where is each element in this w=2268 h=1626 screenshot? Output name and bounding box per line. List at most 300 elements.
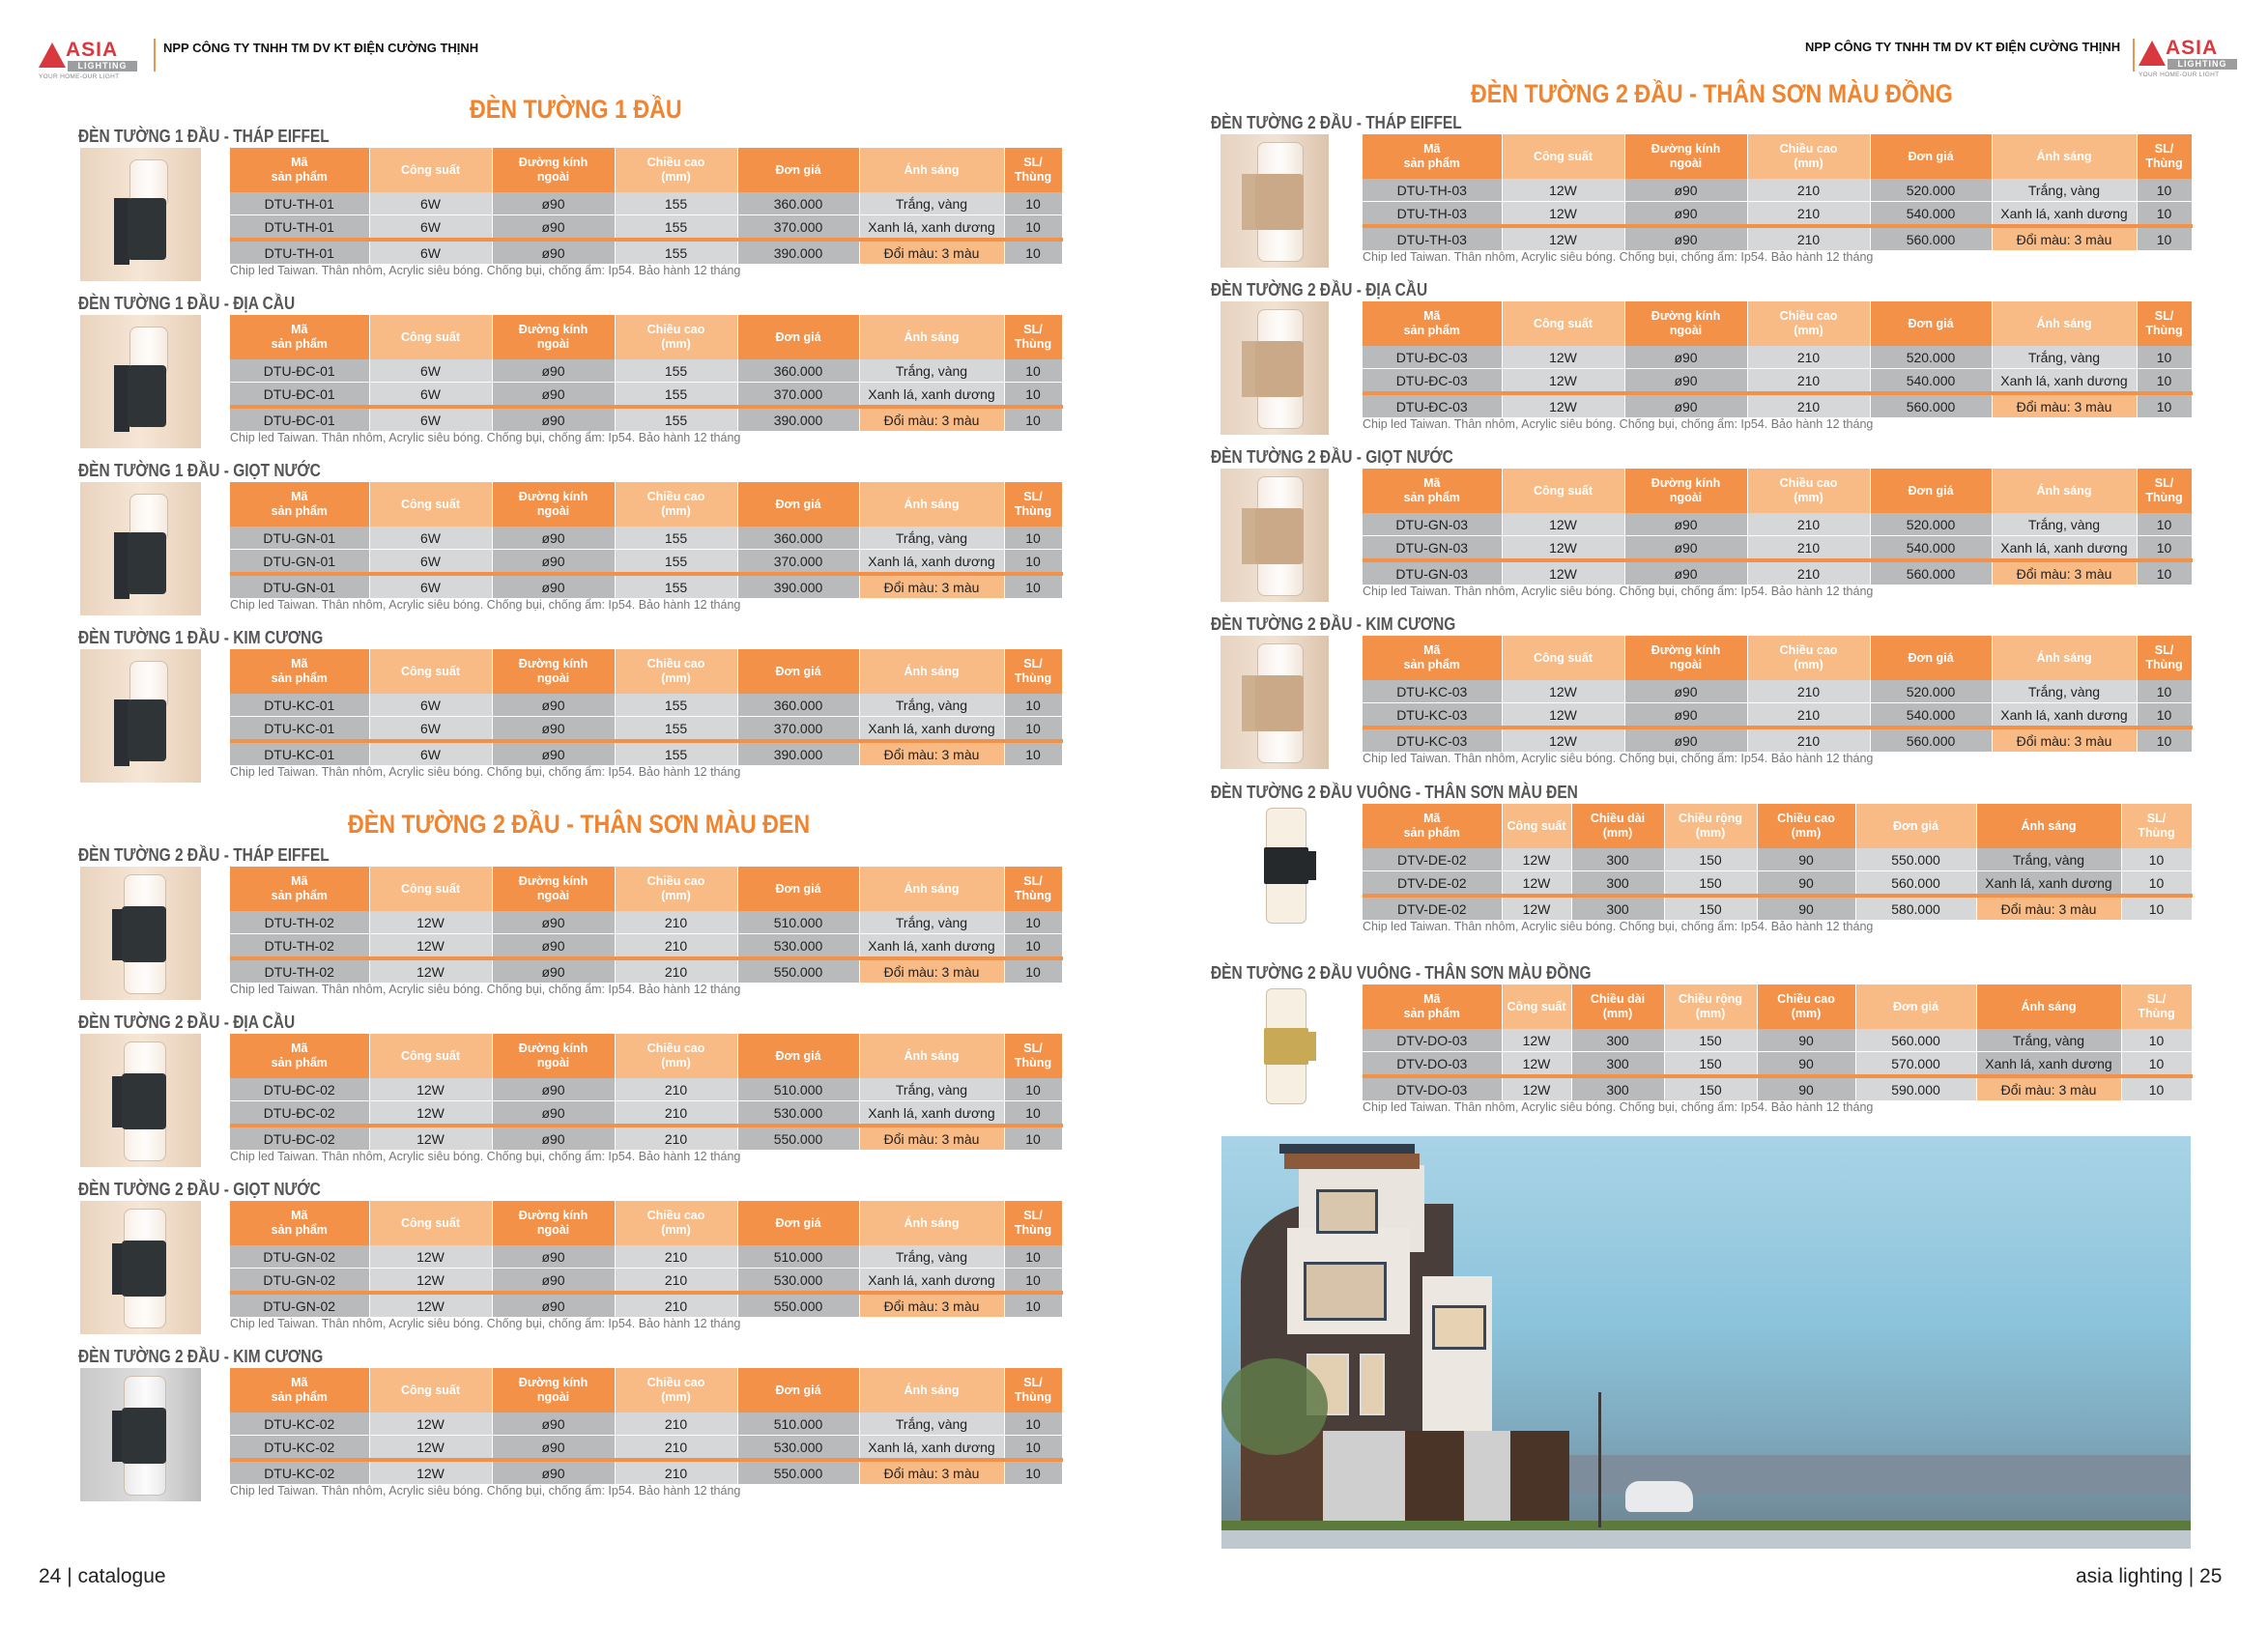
column-header-text: (mm) (1695, 826, 1726, 840)
table-cell: 10 (2121, 871, 2192, 897)
lamp-body-icon (1264, 1028, 1308, 1065)
column-header-text: Chiều cao (1777, 992, 1835, 1006)
column-header-text: ngoài (536, 889, 570, 902)
column-header (737, 1368, 859, 1412)
column-header-text: ngoài (1669, 658, 1703, 671)
photo-window (1304, 1262, 1387, 1321)
section-title: ĐÈN TƯỜNG 2 ĐẦU VUÔNG - THÂN SƠN MÀU ĐỒNG (1211, 963, 1592, 983)
lamp-body-icon (122, 906, 166, 962)
section-title: ĐÈN TƯỜNG 2 ĐẦU - ĐỊA CẦU (1211, 280, 1428, 300)
table-cell: DTV-DE-02 (1363, 848, 1502, 871)
column-header (1757, 804, 1855, 848)
column-header-text: sản phẩm (1403, 826, 1460, 840)
column-header-text: Chiều rộng (1679, 992, 1742, 1006)
table-cell: 300 (1571, 871, 1664, 897)
table-cell: 390.000 (737, 407, 859, 432)
table-cell: DTV-DO-03 (1363, 1052, 1502, 1077)
table-cell: 530.000 (737, 1436, 859, 1461)
table-cell: 570.000 (1855, 1052, 1976, 1077)
product-image (80, 1368, 201, 1501)
table-cell: 10 (2137, 560, 2192, 585)
table-cell: 300 (1571, 1029, 1664, 1052)
column-header-text: Đường kính (518, 657, 589, 670)
column-header-text: Đơn giá (775, 329, 821, 344)
table-header-row (1363, 804, 2192, 848)
table-cell: 10 (1004, 934, 1062, 959)
column-header (492, 1201, 615, 1245)
column-header-text: SL/ (1023, 323, 1043, 336)
column-header (1624, 301, 1747, 346)
column-header (230, 148, 369, 192)
column-header (1976, 984, 2121, 1029)
photo-roof (1279, 1144, 1415, 1154)
table-cell: 155 (615, 741, 737, 766)
table-cell: ø90 (492, 958, 615, 984)
table-cell: 210 (1747, 536, 1870, 561)
column-header-text: sản phẩm (1403, 658, 1460, 671)
product-table (230, 315, 1063, 432)
column-header-text: Thùng (2138, 826, 2175, 840)
table-cell: Trắng, vàng (859, 1078, 1004, 1101)
table-cell: 210 (615, 1101, 737, 1127)
column-header (615, 315, 737, 359)
table-cell: DTU-ĐC-02 (230, 1126, 369, 1151)
table-cell: 6W (369, 215, 492, 241)
column-header-text: ngoài (536, 337, 570, 351)
column-header-text: Thùng (2145, 658, 2183, 671)
column-header-text: (mm) (661, 337, 691, 351)
section-title: ĐÈN TƯỜNG 1 ĐẦU - ĐỊA CẦU (78, 294, 296, 313)
table-cell: 10 (1004, 383, 1062, 408)
column-header (492, 649, 615, 694)
table-cell: 155 (615, 192, 737, 215)
column-header-text: sản phẩm (271, 504, 328, 518)
table-cell: 10 (1004, 1293, 1062, 1318)
table-cell: 6W (369, 359, 492, 383)
table-cell: Xanh lá, xanh dương (1976, 1052, 2121, 1077)
table-row (230, 240, 1062, 265)
photo-window (1316, 1189, 1378, 1234)
table-cell: 12W (1502, 1076, 1571, 1101)
table-cell: Trắng, vàng (1976, 848, 2121, 871)
table-cell: 155 (615, 527, 737, 550)
table-cell: 155 (615, 550, 737, 575)
table-header-row (1363, 636, 2192, 680)
column-header (615, 867, 737, 911)
table-cell: 210 (1747, 703, 1870, 728)
table-row (1363, 680, 2192, 703)
column-header-text: (mm) (661, 1390, 691, 1404)
table-header-row (1363, 469, 2192, 513)
table-row (230, 1460, 1062, 1485)
table-cell: 12W (1502, 513, 1624, 536)
photo-car (1625, 1481, 1693, 1512)
column-header-text: sản phẩm (271, 337, 328, 351)
column-header (230, 1368, 369, 1412)
column-header (1004, 1368, 1062, 1412)
column-header-text: SL/ (1023, 874, 1043, 888)
column-header (737, 315, 859, 359)
table-cell: 6W (369, 550, 492, 575)
table-cell: 12W (1502, 1029, 1571, 1052)
table-cell: 6W (369, 240, 492, 265)
product-image (80, 867, 201, 1000)
column-header-text: (mm) (1602, 826, 1633, 840)
column-header (859, 649, 1004, 694)
product-image (1247, 984, 1324, 1108)
column-header-text: Thùng (1014, 337, 1052, 351)
table-cell: 210 (1747, 513, 1870, 536)
table-cell: ø90 (492, 741, 615, 766)
table-cell: 530.000 (737, 1269, 859, 1294)
product-image (1220, 134, 1329, 268)
column-header-text: (mm) (1794, 157, 1823, 170)
column-header-text: Ánh sáng (904, 1048, 960, 1063)
column-header (2121, 804, 2192, 848)
column-header (1870, 134, 1992, 179)
table-cell: DTU-GN-02 (230, 1245, 369, 1269)
table-row (230, 1078, 1062, 1101)
table-cell: DTU-KC-03 (1363, 680, 1502, 703)
column-header-text: Đơn giá (775, 497, 821, 511)
table-cell: 12W (1502, 848, 1571, 871)
column-header (1747, 469, 1870, 513)
table-cell: DTU-TH-02 (230, 911, 369, 934)
table-cell: 10 (1004, 240, 1062, 265)
table-cell: 90 (1757, 1076, 1855, 1101)
table-cell: 155 (615, 407, 737, 432)
table-cell: 10 (1004, 694, 1062, 717)
table-cell: 10 (1004, 1245, 1062, 1269)
column-header-text: Mã (291, 323, 308, 336)
table-header-row (230, 315, 1062, 359)
table-cell: Xanh lá, xanh dương (1992, 536, 2137, 561)
table-cell: DTV-DO-03 (1363, 1029, 1502, 1052)
column-header-text: Chiều dài (1590, 812, 1646, 825)
house-photo (1221, 1136, 2191, 1549)
table-cell: 10 (2121, 1076, 2192, 1101)
table-cell: ø90 (492, 1436, 615, 1461)
photo-building-right (1422, 1276, 1492, 1431)
column-header-text: SL/ (1023, 490, 1043, 503)
group-title: ĐÈN TƯỜNG 1 ĐẦU (470, 95, 682, 124)
table-row (1363, 179, 2192, 202)
table-cell: 550.000 (737, 1293, 859, 1318)
column-header-text: Ánh sáng (904, 329, 960, 344)
product-table (230, 1034, 1063, 1151)
column-header (1004, 148, 1062, 192)
column-header (2137, 469, 2192, 513)
table-cell: 510.000 (737, 1245, 859, 1269)
column-header-text: Mã (1423, 142, 1441, 156)
photo-lawn (1221, 1521, 2191, 1530)
table-cell: 6W (369, 574, 492, 599)
table-cell: 210 (615, 1412, 737, 1436)
product-table (1363, 636, 2193, 753)
table-cell: ø90 (1624, 536, 1747, 561)
product-image (1220, 301, 1329, 435)
column-header-text: Ánh sáng (2036, 149, 2092, 163)
table-cell: 12W (369, 1460, 492, 1485)
table-row (230, 1126, 1062, 1151)
table-cell: 370.000 (737, 717, 859, 742)
column-header-text: Đơn giá (1892, 818, 1939, 833)
column-header-text: Công suất (400, 497, 461, 511)
column-header-text: (mm) (1794, 658, 1823, 671)
group-title: ĐÈN TƯỜNG 2 ĐẦU - THÂN SƠN MÀU ĐEN (348, 810, 811, 839)
table-cell: 210 (615, 911, 737, 934)
column-header-text: Ánh sáng (2036, 316, 2092, 330)
column-header (1502, 134, 1624, 179)
table-cell: DTU-KC-02 (230, 1436, 369, 1461)
table-cell: DTU-TH-01 (230, 192, 369, 215)
table-cell: ø90 (492, 215, 615, 241)
product-table (1363, 469, 2193, 585)
column-header-text: Công suất (400, 1048, 461, 1063)
table-cell: 10 (1004, 407, 1062, 432)
table-cell: 150 (1664, 1052, 1757, 1077)
table-cell: 12W (369, 1412, 492, 1436)
table-row (230, 407, 1062, 432)
table-cell: Trắng, vàng (859, 192, 1004, 215)
column-header-text: Chiều cao (646, 1041, 705, 1055)
table-cell: ø90 (492, 1126, 615, 1151)
product-image (80, 315, 201, 448)
column-header-text: Đơn giá (775, 1215, 821, 1230)
table-cell: 210 (615, 934, 737, 959)
table-cell: Xanh lá, xanh dương (1992, 202, 2137, 227)
table-cell: 300 (1571, 848, 1664, 871)
table-cell: Đổi màu: 3 màu (859, 1126, 1004, 1151)
product-note: Chip led Taiwan. Thân nhôm, Acrylic siêu bóng. Chống bụi, chống ẩm: Ip54. Bảo hành 12 tháng (230, 1317, 741, 1330)
column-header (1004, 867, 1062, 911)
column-header (369, 315, 492, 359)
column-header (369, 649, 492, 694)
table-cell: Xanh lá, xanh dương (859, 1101, 1004, 1127)
table-cell: Xanh lá, xanh dương (859, 383, 1004, 408)
table-cell: 530.000 (737, 1101, 859, 1127)
lamp-body-icon (128, 532, 166, 593)
table-cell: 370.000 (737, 550, 859, 575)
table-cell: Đổi màu: 3 màu (1976, 896, 2121, 921)
table-cell: Trắng, vàng (859, 911, 1004, 934)
column-header-text: Mã (1423, 992, 1441, 1006)
photo-street-lamp (1598, 1392, 1601, 1527)
table-cell: 10 (1004, 1126, 1062, 1151)
table-cell: Trắng, vàng (859, 359, 1004, 383)
table-cell: ø90 (1624, 179, 1747, 202)
table-cell: 10 (2137, 680, 2192, 703)
column-header-text: (mm) (661, 671, 691, 685)
product-note: Chip led Taiwan. Thân nhôm, Acrylic siêu bóng. Chống bụi, chống ẩm: Ip54. Bảo hành 12 tháng (230, 264, 741, 277)
column-header (492, 315, 615, 359)
table-cell: 10 (1004, 527, 1062, 550)
column-header (1624, 469, 1747, 513)
table-cell: 150 (1664, 848, 1757, 871)
table-cell: 590.000 (1855, 1076, 1976, 1101)
table-cell: 12W (369, 1269, 492, 1294)
lamp-body-icon (128, 198, 166, 259)
table-cell: 300 (1571, 1052, 1664, 1077)
table-cell: 550.000 (737, 958, 859, 984)
table-cell: 12W (1502, 871, 1571, 897)
column-header-text: Chiều cao (646, 490, 705, 503)
table-cell: 560.000 (1855, 871, 1976, 897)
table-cell: 540.000 (1870, 536, 1992, 561)
column-header-text: (mm) (1791, 826, 1822, 840)
table-cell: 10 (1004, 1269, 1062, 1294)
table-cell: ø90 (492, 240, 615, 265)
column-header-text: (mm) (661, 504, 691, 518)
column-header-text: Chiều cao (646, 323, 705, 336)
column-header-text: Chiều cao (646, 874, 705, 888)
table-cell: ø90 (1624, 560, 1747, 585)
table-cell: 550.000 (737, 1126, 859, 1151)
table-cell: 210 (1747, 202, 1870, 227)
column-header (369, 482, 492, 527)
table-row (230, 1293, 1062, 1318)
column-header (1363, 984, 1502, 1029)
column-header-text: Công suất (1507, 999, 1566, 1013)
table-cell: ø90 (1624, 226, 1747, 251)
table-cell: Xanh lá, xanh dương (859, 1436, 1004, 1461)
column-header-text: Đường kính (1651, 476, 1721, 490)
column-header-text: Thùng (1014, 671, 1052, 685)
product-note: Chip led Taiwan. Thân nhôm, Acrylic siêu bóng. Chống bụi, chống ẩm: Ip54. Bảo hành 12 tháng (230, 598, 741, 612)
column-header (1502, 636, 1624, 680)
table-cell: 150 (1664, 896, 1757, 921)
table-cell: 210 (1747, 369, 1870, 394)
table-cell: 10 (2137, 179, 2192, 202)
column-header (1855, 984, 1976, 1029)
column-header (1870, 469, 1992, 513)
column-header-text: Chiều dài (1590, 992, 1646, 1006)
table-cell: 150 (1664, 871, 1757, 897)
table-row (1363, 226, 2192, 251)
table-cell: 10 (2137, 346, 2192, 369)
table-row (230, 911, 1062, 934)
column-header (1855, 804, 1976, 848)
lamp-body-icon (1255, 174, 1304, 230)
table-cell: 12W (1502, 727, 1624, 753)
lamp-body-icon (122, 1073, 166, 1129)
table-header-row (1363, 301, 2192, 346)
column-header-text: sản phẩm (271, 1390, 328, 1404)
product-note: Chip led Taiwan. Thân nhôm, Acrylic siêu bóng. Chống bụi, chống ẩm: Ip54. Bảo hành 12 tháng (1363, 752, 1874, 765)
product-note: Chip led Taiwan. Thân nhôm, Acrylic siêu bóng. Chống bụi, chống ẩm: Ip54. Bảo hành 12 tháng (230, 431, 741, 444)
product-note: Chip led Taiwan. Thân nhôm, Acrylic siêu bóng. Chống bụi, chống ẩm: Ip54. Bảo hành 12 tháng (1363, 585, 1874, 598)
column-header-text: Ánh sáng (904, 497, 960, 511)
table-cell: 90 (1757, 1029, 1855, 1052)
table-cell: DTU-GN-02 (230, 1293, 369, 1318)
column-header-text: Ánh sáng (2021, 999, 2077, 1013)
table-cell: ø90 (1624, 346, 1747, 369)
table-row (230, 192, 1062, 215)
lamp-body-icon (1264, 847, 1308, 884)
column-header-text: ngoài (536, 170, 570, 184)
table-cell: 10 (1004, 550, 1062, 575)
column-header-text: (mm) (1791, 1007, 1822, 1020)
table-cell: Trắng, vàng (1992, 513, 2137, 536)
table-cell: 12W (1502, 393, 1624, 418)
table-cell: ø90 (492, 1460, 615, 1485)
column-header (859, 1368, 1004, 1412)
table-cell: 10 (2121, 1052, 2192, 1077)
column-header-text: ngoài (536, 1056, 570, 1070)
table-cell: ø90 (492, 550, 615, 575)
table-cell: DTU-ĐC-03 (1363, 346, 1502, 369)
table-cell: Xanh lá, xanh dương (859, 717, 1004, 742)
table-cell: 90 (1757, 1052, 1855, 1077)
table-cell: ø90 (1624, 202, 1747, 227)
table-cell: 90 (1757, 896, 1855, 921)
column-header (737, 1201, 859, 1245)
column-header-text: sản phẩm (1403, 1007, 1460, 1020)
column-header-text: (mm) (661, 889, 691, 902)
table-row (1363, 560, 2192, 585)
column-header (1502, 984, 1571, 1029)
table-row (1363, 896, 2192, 921)
table-cell: 12W (1502, 1052, 1571, 1077)
table-cell: 90 (1757, 871, 1855, 897)
table-cell: DTU-TH-03 (1363, 226, 1502, 251)
table-cell: DTU-KC-03 (1363, 727, 1502, 753)
column-header (1004, 482, 1062, 527)
product-note: Chip led Taiwan. Thân nhôm, Acrylic siêu bóng. Chống bụi, chống ẩm: Ip54. Bảo hành 12 tháng (230, 765, 741, 779)
table-cell: 6W (369, 527, 492, 550)
section-title: ĐÈN TƯỜNG 1 ĐẦU - THÁP EIFFEL (78, 127, 330, 146)
column-header-text: Chiều cao (646, 1209, 705, 1222)
table-cell: 210 (615, 1293, 737, 1318)
column-header (615, 1034, 737, 1078)
column-header-text: Đơn giá (775, 881, 821, 896)
table-cell: DTU-GN-01 (230, 574, 369, 599)
group-title: ĐÈN TƯỜNG 2 ĐẦU - THÂN SƠN MÀU ĐỒNG (1471, 79, 1953, 108)
column-header-text: Chiều cao (1779, 142, 1838, 156)
column-header (1664, 804, 1757, 848)
logo-brand: ASIA (66, 39, 119, 61)
column-header (2137, 134, 2192, 179)
table-cell: Trắng, vàng (1992, 680, 2137, 703)
column-header-text: Đơn giá (1908, 149, 1954, 163)
lamp-body-icon (1255, 675, 1304, 731)
column-header-text: Ánh sáng (2036, 483, 2092, 498)
table-cell: DTU-TH-03 (1363, 202, 1502, 227)
column-header (859, 1034, 1004, 1078)
table-row (230, 717, 1062, 742)
table-cell: ø90 (1624, 393, 1747, 418)
table-cell: ø90 (492, 574, 615, 599)
column-header-text: Ánh sáng (904, 881, 960, 896)
table-cell: 6W (369, 383, 492, 408)
column-header (737, 649, 859, 694)
product-image (80, 649, 201, 783)
table-cell: DTU-ĐC-02 (230, 1101, 369, 1127)
table-cell: 560.000 (1855, 1029, 1976, 1052)
column-header-text: (mm) (1695, 1007, 1726, 1020)
column-header (1992, 469, 2137, 513)
product-table (230, 1201, 1063, 1318)
column-header-text: Đường kính (1651, 643, 1721, 657)
table-cell: 12W (369, 1078, 492, 1101)
logo-slogan: YOUR HOME-OUR LIGHT (39, 73, 120, 80)
page-footer-left: 24 | catalogue (39, 1565, 166, 1587)
column-header (369, 1368, 492, 1412)
table-cell: 210 (615, 1126, 737, 1151)
table-row (230, 215, 1062, 241)
table-row (230, 934, 1062, 959)
table-header-row (230, 1368, 1062, 1412)
